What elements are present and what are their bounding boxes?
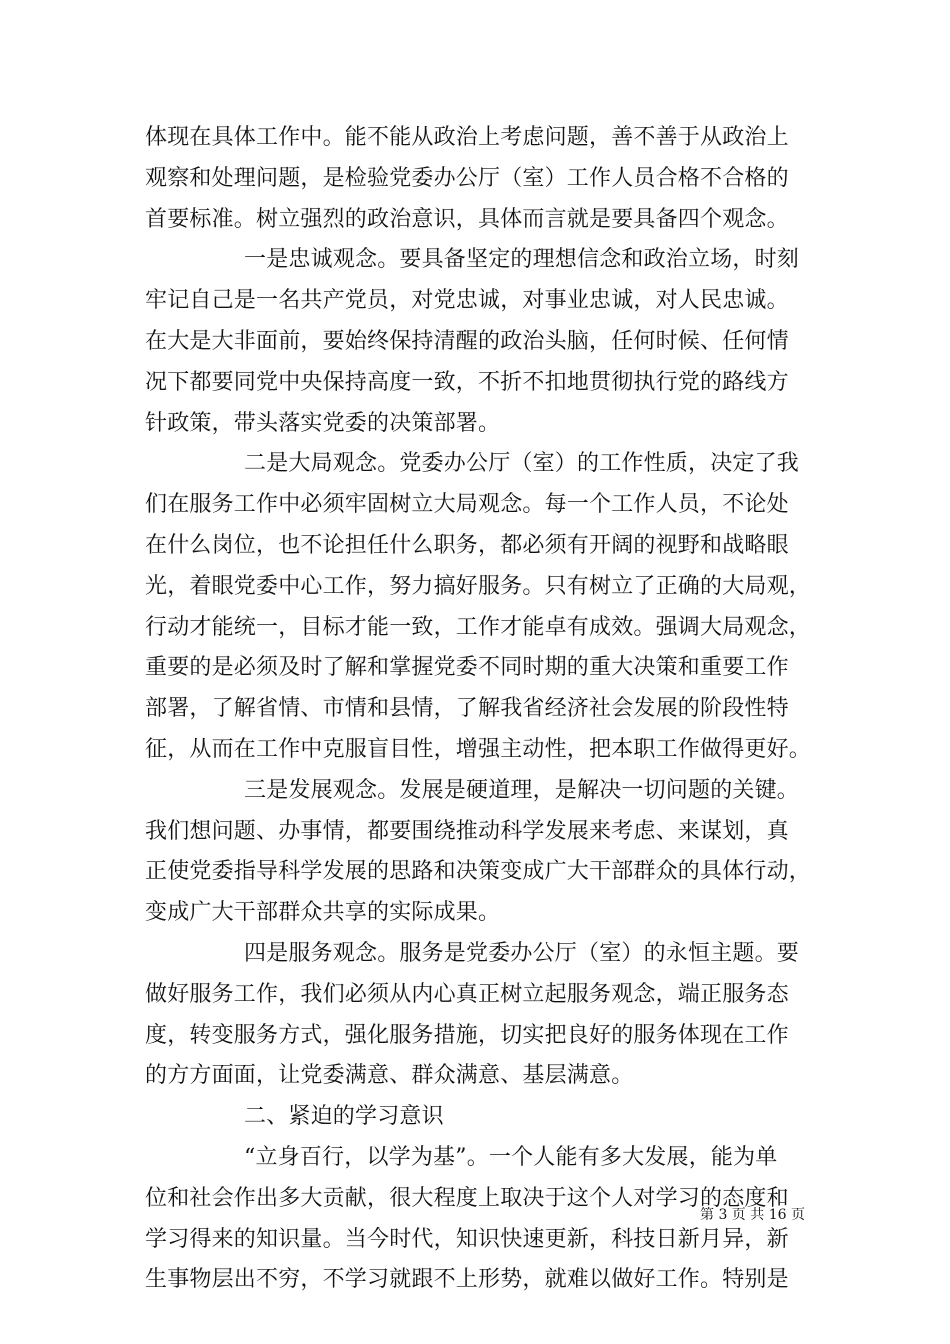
text-line: 征，从而在工作中克服盲目性，增强主动性，把本职工作做得更好。 xyxy=(145,736,812,762)
document-body xyxy=(145,118,817,1301)
paragraph-start-line: 四是服务观念。服务是党委办公厅（室）的永恒主题。要 xyxy=(244,940,800,966)
text-line: 部署，了解省情、市情和县情，了解我省经济社会发展的阶段性特 xyxy=(145,696,789,722)
text-line: 牢记自己是一名共产党员，对党忠诚，对事业忠诚，对人民忠诚。 xyxy=(145,288,789,314)
text-line: 们在服务工作中必须牢固树立大局观念。每一个工作人员，不论处 xyxy=(145,492,789,518)
text-line: 变成广大干部群众共享的实际成果。 xyxy=(145,900,501,926)
text-line: 我们想问题、办事情，都要围绕推动科学发展来考虑、来谋划，真 xyxy=(145,818,789,844)
text-line: 光，着眼党委中心工作，努力搞好服务。只有树立了正确的大局观， xyxy=(145,573,812,599)
text-line: 况下都要同党中央保持高度一致，不折不扣地贯彻执行党的路线方 xyxy=(145,369,789,395)
text-line: 正使党委指导科学发展的思路和决策变成广大干部群众的具体行动， xyxy=(145,859,812,885)
text-line: 针政策，带头落实党委的决策部署。 xyxy=(145,410,501,436)
text-line: 学习得来的知识量。当今时代，知识快速更新，科技日新月异，新 xyxy=(145,1226,789,1252)
text-line: 行动才能统一，目标才能一致，工作才能卓有成效。强调大局观念， xyxy=(145,614,812,640)
text-line: 度，转变服务方式，强化服务措施，切实把良好的服务体现在工作 xyxy=(145,1022,789,1048)
page-number-footer: 第 3 页 共 16 页 xyxy=(700,1207,805,1223)
text-line: 在大是大非面前，要始终保持清醒的政治头脑，任何时候、任何情 xyxy=(145,328,789,354)
paragraph-start-line: “立身百行，以学为基”。一个人能有多大发展，能为单 xyxy=(244,1144,778,1170)
section-heading: 二、紧迫的学习意识 xyxy=(244,1104,444,1130)
text-line: 观察和处理问题，是检验党委办公厅（室）工作人员合格不合格的 xyxy=(145,165,789,191)
text-line: 体现在具体工作中。能不能从政治上考虑问题，善不善于从政治上 xyxy=(145,125,789,150)
text-line: 重要的是必须及时了解和掌握党委不同时期的重大决策和重要工作 xyxy=(145,655,789,681)
text-line: 的方方面面，让党委满意、群众满意、基层满意。 xyxy=(145,1063,634,1089)
paragraph-start-line: 一是忠诚观念。要具备坚定的理想信念和政治立场，时刻 xyxy=(244,247,800,273)
text-line: 位和社会作出多大贡献，很大程度上取决于这个人对学习的态度和 xyxy=(145,1185,789,1211)
text-line: 首要标准。树立强烈的政治意识，具体而言就是要具备四个观念。 xyxy=(145,206,789,232)
paragraph-start-line: 二是大局观念。党委办公厅（室）的工作性质，决定了我 xyxy=(244,451,800,477)
paragraph-start-line: 三是发展观念。发展是硬道理，是解决一切问题的关键。 xyxy=(244,777,800,803)
text-line: 生事物层出不穷，不学习就跟不上形势，就难以做好工作。特别是 xyxy=(145,1267,789,1293)
text-line: 做好服务工作，我们必须从内心真正树立起服务观念，端正服务态 xyxy=(145,981,789,1007)
text-line: 在什么岗位，也不论担任什么职务，都必须有开阔的视野和战略眼 xyxy=(145,532,789,558)
